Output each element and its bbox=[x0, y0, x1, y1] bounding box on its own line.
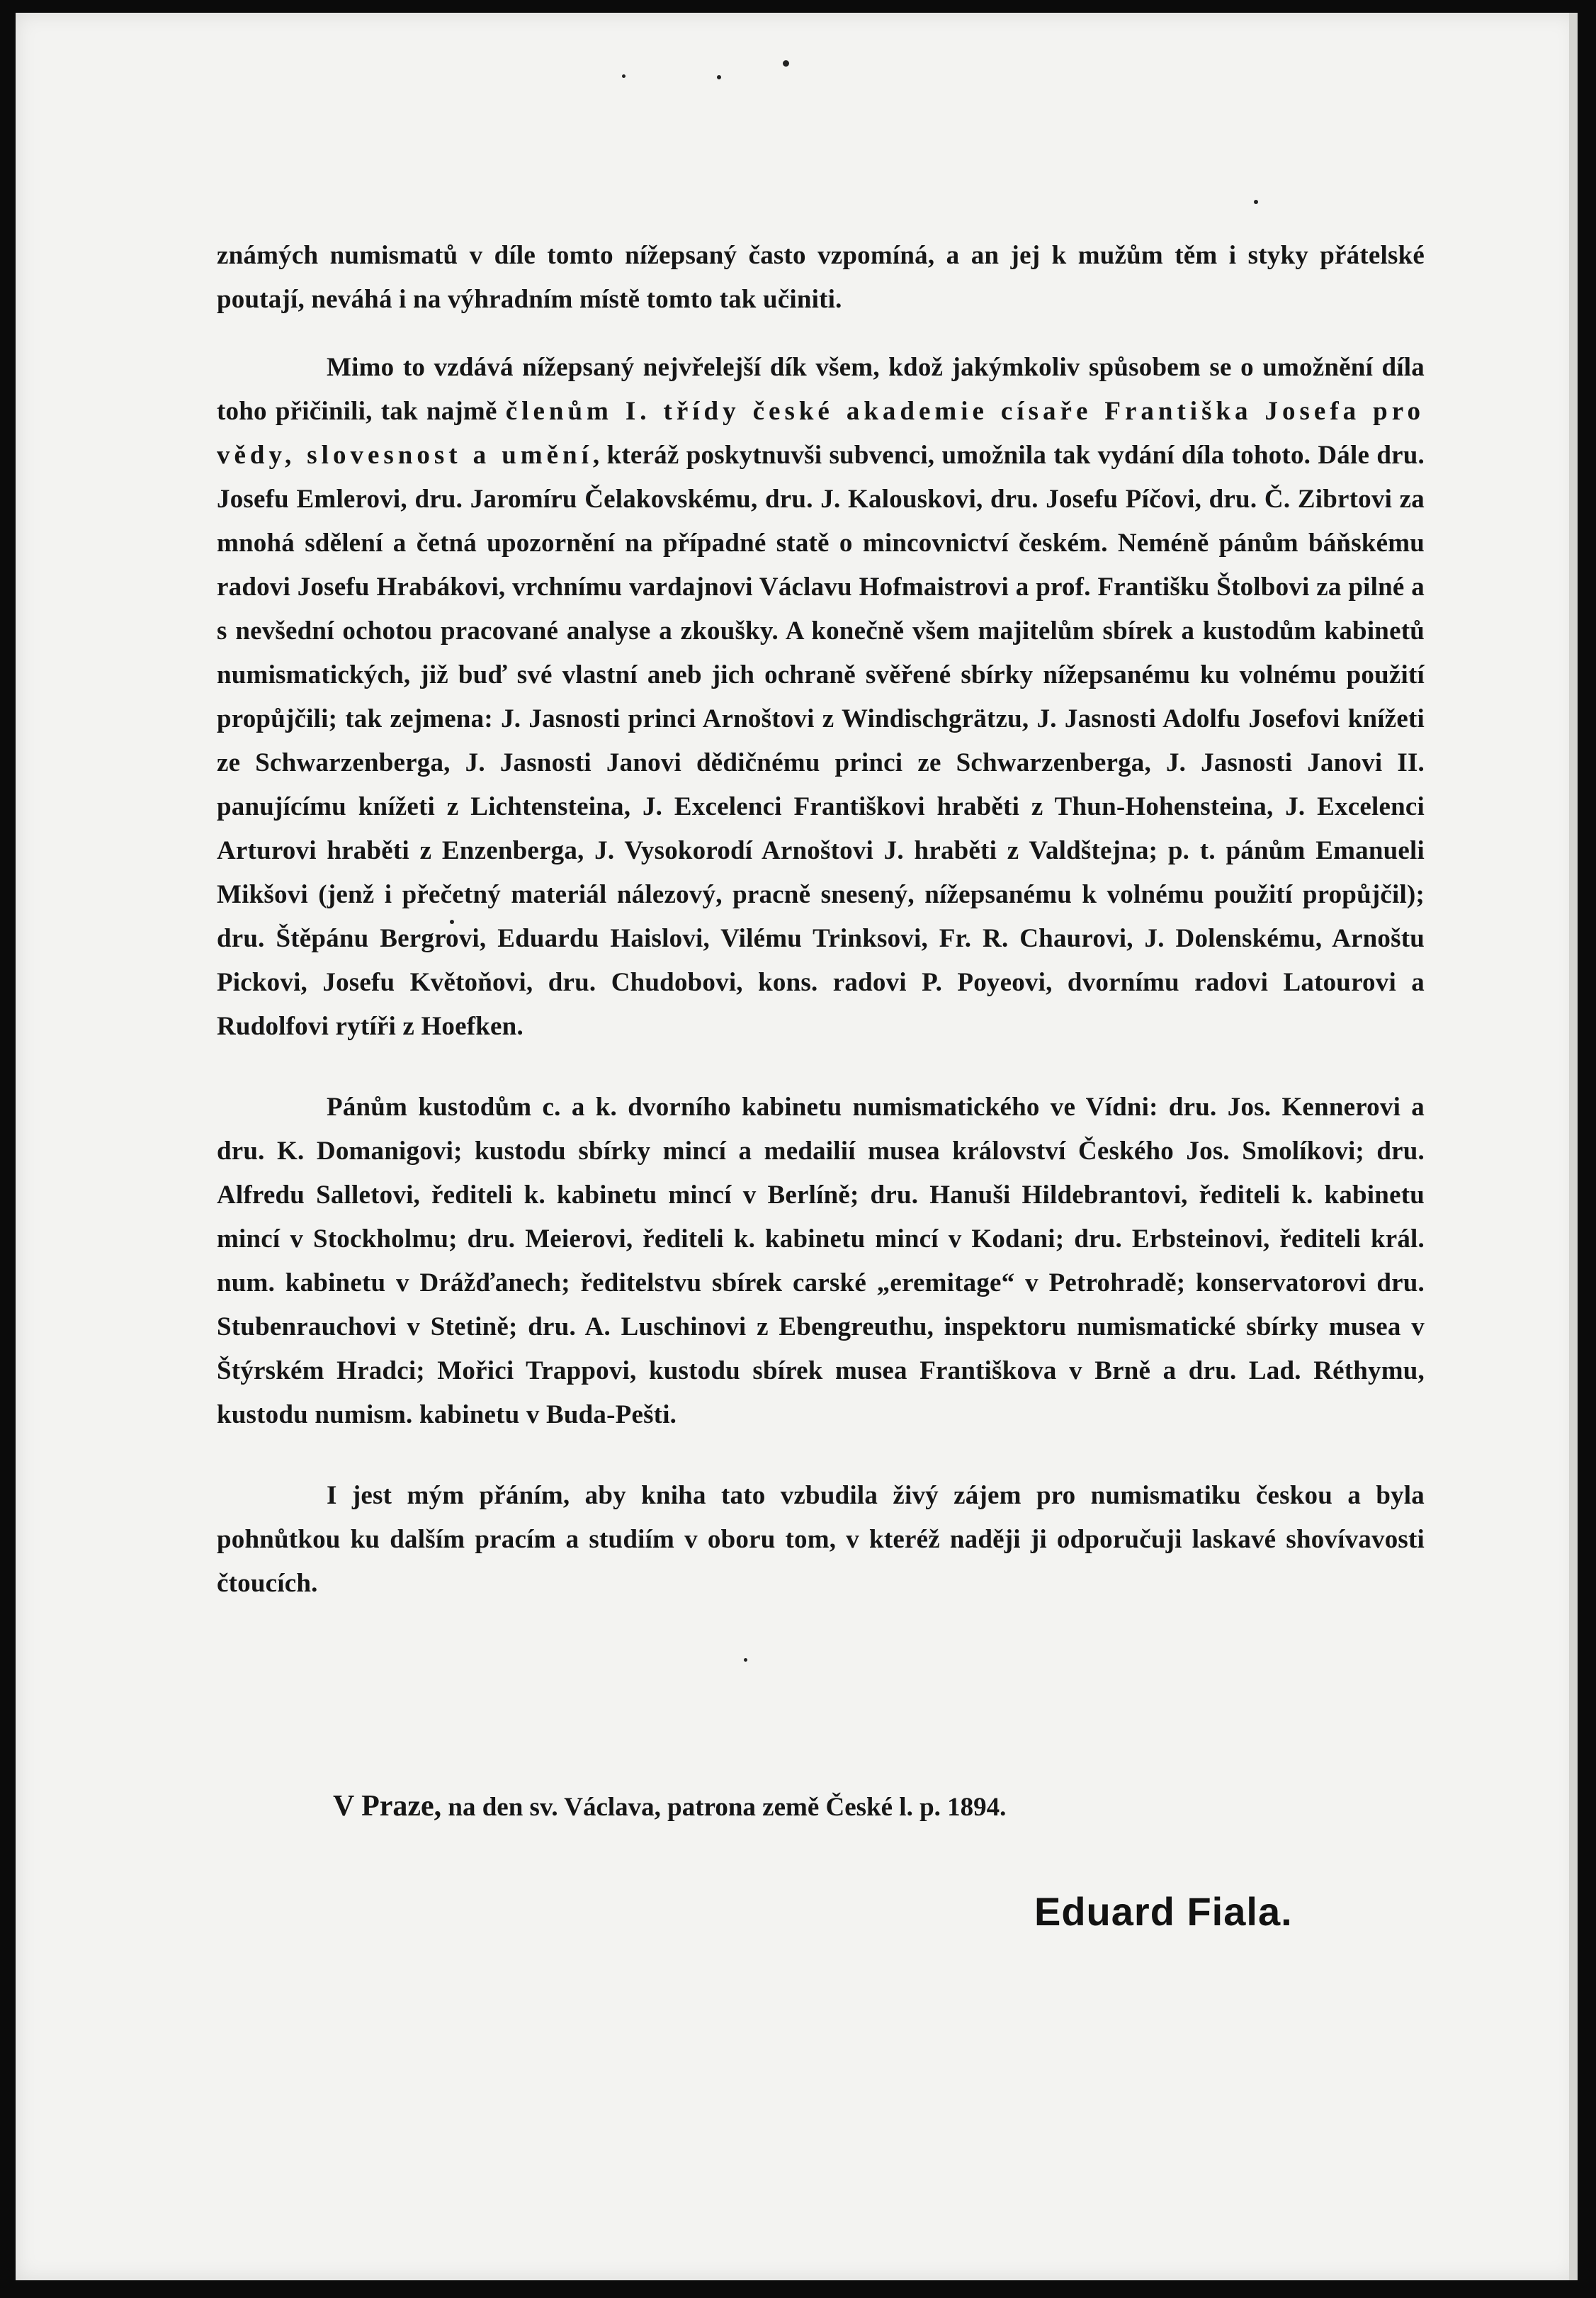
page-edge bbox=[1569, 13, 1578, 2280]
document-body bbox=[217, 234, 1425, 1606]
paragraph-thanks bbox=[217, 346, 1425, 1049]
print-speck bbox=[1254, 200, 1258, 204]
paragraph-wish-text: I jest mým přáním, aby kniha tato vzbudila živý zájem pro numismatiku českou a byla pohnůtkou ku dalším pracím a studiím v oboru tom, v kteréž naději ji odporučuji laskavé shovívavosti čtoucích. bbox=[217, 1481, 1425, 1598]
paragraph-wish bbox=[217, 1474, 1425, 1606]
paragraph-intro-text: známých numismatů v díle tomto nížepsaný často vzpomíná, a an jej k mužům těm i styky přátelské poutají, neváhá i na výhradním místě tomto tak učiniti. bbox=[217, 241, 1425, 314]
print-speck bbox=[744, 1658, 747, 1662]
paragraph-custodians bbox=[217, 1086, 1425, 1437]
paragraph-thanks-text-1: Mimo to vzdává nížepsaný nejvřelejší dík všem, kdož jakýmkoliv spůsobem se o umožnění díla toho přičinili, tak najmě bbox=[217, 353, 1425, 426]
paragraph-intro bbox=[217, 234, 1425, 322]
author-signature: Eduard Fiala. bbox=[1034, 1889, 1293, 1934]
academy-name: členům I. třídy české akademie císaře Františka Josefa pro vědy, slovesnost a umění bbox=[217, 397, 1425, 470]
print-speck bbox=[622, 74, 626, 78]
paragraph-thanks-text-2: , kteráž poskytnuvši subvenci, umožnila tak vydání díla tohoto. Dále dru. Josefu Emlerovi, dru. Jaromíru Čelakovskému, dru. J. Kalouskovi, dru. Josefu Píčovi, dru. Č. Zibrtovi za mnohá sdělení a četná upozornění na případné statě o mincovnictví českém. Neméně pánům báňskému radovi Josefu Hrabákovi, vrchnímu vardajnovi Václavu Hofmaistrovi a prof. Františku Štolbovi za pilné a s nevšední ochotou pracované analyse a zkoušky. A konečně všem majitelům sbírek a kustodům kabinetů numismatických, již buď své vlastní aneb jich ochraně svěřené sbírky nížepsanému ku volnému použití propůjčili; tak zejmena: J. Jasnosti princi Arnoštovi z Windischgrätzu, J. Jasnosti Adolfu Josefovi knížeti ze Schwarzenberga, J. Jasnosti Janovi dědičnému princi ze Schwarzenberga, J. Jasnosti Janovi II. panujícímu knížeti z Lichtensteina, J. Excelenci Františkovi hraběti z Thun-Hohensteina, J. Excelenci Arturovi hraběti z Enzenberga, J. Vysokorodí Arnoštovi J. hraběti z Valdštejna; p. t. pánům Emanueli Mikšovi (jenž i přečetný materiál nálezový, pracně snesený, nížepsanému k volnému použití propůjčil); dru. Štěpánu Bergrovi, Eduardu Haislovi, Vilému Trinksovi, Fr. R. Chaurovi, J. Dolenskému, Arnoštu Pickovi, Josefu Květoňovi, dru. Chudobovi, kons. radovi P. Poyeovi, dvornímu radovi Latourovi a Rudolfovi rytíři z Hoefken. bbox=[217, 441, 1425, 1041]
print-speck bbox=[717, 75, 721, 79]
print-speck bbox=[783, 60, 789, 67]
dateline-city: V Praze, bbox=[333, 1790, 442, 1823]
paragraph-custodians-text: Pánům kustodům c. a k. dvorního kabinetu numismatického ve Vídni: dru. Jos. Kennerovi a dru. K. Domanigovi; kustodu sbírky mincí a medailií musea království Českého Jos. Smolíkovi; dru. Alfredu Salletovi, řediteli k. kabinetu mincí v Berlíně; dru. Hanuši Hildebrantovi, řediteli k. kabinetu mincí v Stockholmu; dru. Meierovi, řediteli k. kabinetu mincí v Kodani; dru. Erbsteinovi, řediteli král. num. kabinetu v Drážďanech; ředitelstvu sbírek carské „eremitage“ v Petrohradě; konservatorovi dru. Stubenrauchovi v Stetině; dru. A. Luschinovi z Ebengreuthu, inspektoru numismatické sbírky musea v Štýrském Hradci; Mořici Trappovi, kustodu sbírek musea Františkova v Brně a dru. Lad. Réthymu, kustodu numism. kabinetu v Buda-Pešti. bbox=[217, 1093, 1425, 1429]
dateline-rest: na den sv. Václava, patrona země České l. p. 1894. bbox=[441, 1793, 1007, 1822]
dateline bbox=[333, 1789, 1006, 1823]
